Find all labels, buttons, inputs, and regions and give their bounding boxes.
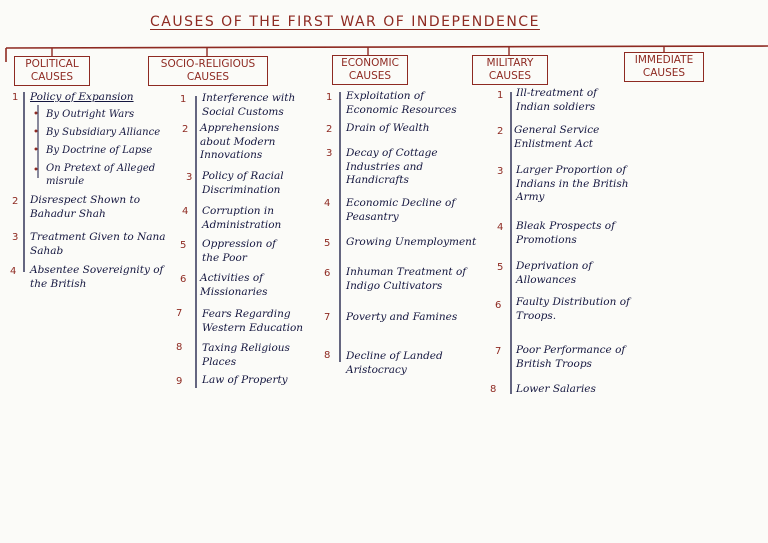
economic-item-6: Inhuman Treatment of Indigo Cultivators	[346, 266, 467, 292]
economic-num-3: 3	[326, 148, 333, 159]
heading-immediate	[624, 52, 704, 82]
political-item-1: Policy of Expansion	[30, 91, 134, 103]
heading-political-line2: CAUSES	[30, 71, 74, 83]
socio-item-4: Corruption in Administration	[202, 205, 282, 231]
economic-item-8: Decline of Landed Aristocracy	[346, 350, 443, 376]
military-item-1: Ill-treatment of Indian soldiers	[516, 87, 598, 113]
political-sub-2: By Subsidiary Alliance	[46, 127, 161, 138]
socio-num-8: 8	[176, 342, 183, 353]
heading-economic-line2: CAUSES	[348, 70, 392, 82]
socio-num-5: 5	[180, 240, 187, 251]
economic-num-6: 6	[324, 268, 331, 279]
economic-item-1: Exploitation of Economic Resources	[346, 90, 457, 116]
economic-num-2: 2	[326, 124, 333, 135]
military-num-7: 7	[495, 346, 502, 357]
political-sub-4: On Pretext of Alleged misrule	[46, 163, 156, 187]
heading-military	[472, 55, 548, 85]
political-item-3: Treatment Given to Nana Sahab	[30, 231, 166, 257]
military-num-8: 8	[490, 384, 497, 395]
military-item-5: Deprivation of Allowances	[516, 260, 593, 286]
heading-economic	[332, 55, 408, 85]
socio-num-9: 9	[176, 376, 183, 387]
socio-num-3: 3	[186, 172, 193, 183]
military-item-6: Faulty Distribution of Troops.	[516, 296, 630, 322]
heading-military-line1: MILITARY	[486, 57, 534, 69]
economic-num-8: 8	[324, 350, 331, 361]
bullet-dot: •	[33, 145, 39, 156]
socio-item-7: Fears Regarding Western Education	[202, 308, 304, 334]
economic-item-3: Decay of Cottage Industries and Handicrafts	[346, 147, 438, 186]
military-item-7: Poor Performance of British Troops	[516, 344, 626, 370]
military-num-3: 3	[497, 166, 504, 177]
socio-num-6: 6	[180, 274, 187, 285]
bullet-dot: •	[33, 109, 39, 120]
political-num-3: 3	[12, 232, 19, 243]
top-bar-line	[6, 46, 768, 48]
military-num-6: 6	[495, 300, 502, 311]
socio-item-9: Law of Property	[202, 374, 288, 386]
economic-item-4: Economic Decline of Peasantry	[346, 197, 456, 223]
economic-num-1: 1	[326, 92, 333, 103]
political-item-2: Disrespect Shown to Bahadur Shah	[30, 194, 141, 220]
bullet-dot: •	[33, 165, 39, 176]
socio-num-2: 2	[182, 124, 189, 135]
economic-num-4: 4	[324, 198, 331, 209]
political-num-1: 1	[12, 92, 19, 103]
socio-num-4: 4	[182, 206, 189, 217]
political-sub-3: By Doctrine of Lapse	[46, 145, 153, 156]
political-num-2: 2	[12, 196, 19, 207]
military-item-3: Larger Proportion of Indians in the British Army	[516, 164, 629, 203]
heading-economic-line1: ECONOMIC	[341, 57, 399, 69]
heading-military-line2: CAUSES	[488, 70, 532, 82]
political-num-4: 4	[10, 266, 17, 277]
socio-item-6: Activities of Missionaries	[200, 272, 268, 298]
military-item-4: Bleak Prospects of Promotions	[516, 220, 616, 246]
heading-political-line1: POLITICAL	[25, 58, 79, 70]
heading-immediate-line2: CAUSES	[642, 67, 686, 79]
diagram-title: CAUSES OF THE FIRST WAR OF INDEPENDENCE	[150, 14, 540, 30]
socio-item-8: Taxing Religious Places	[202, 342, 290, 368]
heading-socio-line1: SOCIO-RELIGIOUS	[160, 58, 256, 70]
political-sub-1: By Outright Wars	[46, 109, 135, 120]
socio-num-1: 1	[180, 94, 187, 105]
economic-item-5: Growing Unemployment	[346, 236, 477, 248]
heading-socio-religious	[148, 56, 268, 86]
socio-item-1: Interference with Social Customs	[202, 92, 296, 118]
heading-immediate-line1: IMMEDIATE	[634, 54, 694, 66]
economic-item-2: Drain of Wealth	[346, 122, 430, 134]
economic-num-5: 5	[324, 238, 331, 249]
military-num-4: 4	[497, 222, 504, 233]
military-item-2: General Service Enlistment Act	[514, 124, 600, 150]
socio-item-2: Apprehensions about Modern Innovations	[200, 122, 280, 161]
bullet-dot: •	[33, 127, 39, 138]
socio-num-7: 7	[176, 308, 183, 319]
military-num-1: 1	[497, 90, 504, 101]
economic-item-7: Poverty and Famines	[346, 311, 458, 323]
economic-num-7: 7	[324, 312, 331, 323]
socio-item-5: Oppression of the Poor	[202, 238, 277, 264]
military-item-8: Lower Salaries	[516, 383, 596, 395]
socio-item-3: Policy of Racial Discrimination	[202, 170, 284, 196]
heading-socio-line2: CAUSES	[186, 71, 230, 83]
political-item-4: Absentee Sovereignity of the British	[30, 264, 164, 290]
heading-political	[14, 56, 90, 86]
military-num-2: 2	[497, 126, 504, 137]
military-num-5: 5	[497, 262, 504, 273]
